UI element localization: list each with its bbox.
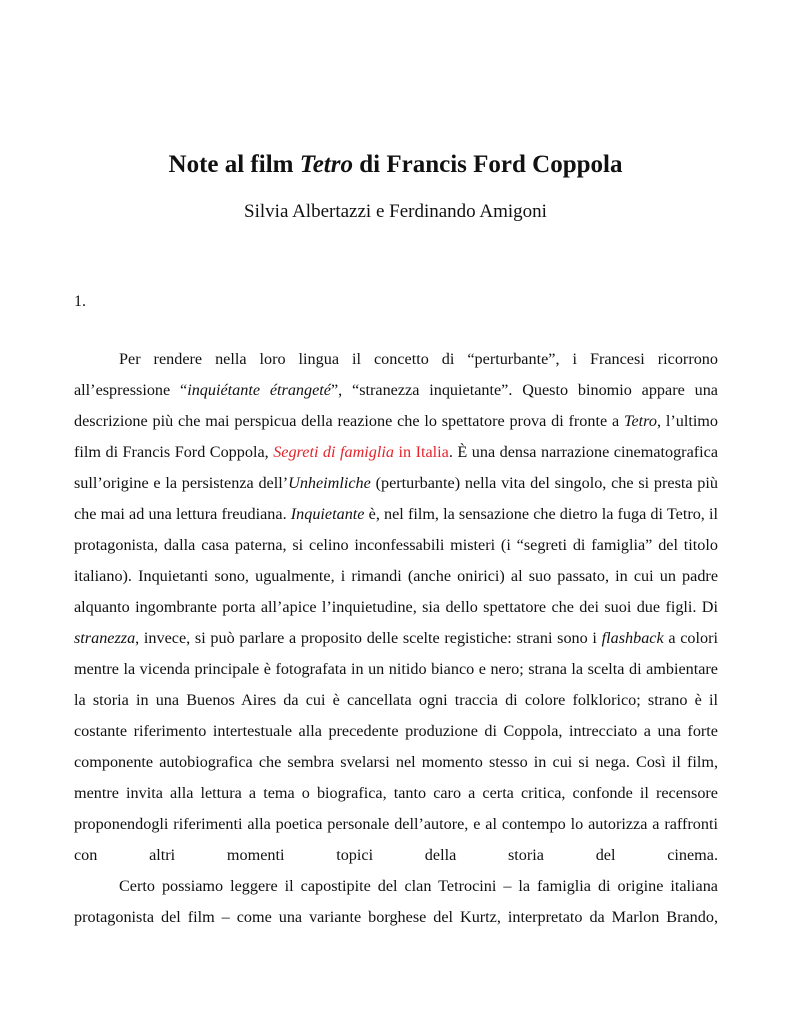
italic-phrase: inquiétante étrangeté — [187, 381, 331, 399]
italian-title-link[interactable]: Segreti di famiglia — [273, 443, 394, 461]
text-span: , l’ultimo film di Francis Ford Coppola, — [74, 412, 718, 461]
paragraph-1 — [74, 344, 718, 871]
text-span: (perturbante) nella vita del singolo, che si presta più che mai ad una lettura freudiana. — [74, 474, 718, 523]
italic-term: Inquietante — [290, 505, 365, 523]
title-text-end: di Francis Ford Coppola — [352, 151, 623, 178]
text-span: Per rendere nella loro lingua il concetto di “perturbante”, i Francesi ricorrono all’espressione “ — [74, 350, 718, 399]
section-number: 1. — [74, 293, 86, 310]
paragraph-2: Certo possiamo leggere il capostipite del clan Tetrocini – la famiglia di origine italiana protagonista del film – come una variante borghese del Kurtz, interpretato da Marlon Brando, — [74, 877, 718, 926]
italic-term: flashback — [601, 629, 664, 647]
italic-term: Unheimliche — [288, 474, 371, 492]
text-span: a colori mentre la vicenda principale è fotografata in un nitido bianco e nero; strana la scelta di ambientare la storia in una Buenos Aires da cui è cancellata ogni traccia di colore folklorico; strano è il costante riferimento intertestuale alla precedente produzione di Coppola, intrecciato a una forte componente autobiografica che sembra svelarsi nel momento stesso in cui si nega. Così il film, mentre invita alla lettura a tema o biografica, tanto caro a certa critica, confonde il recensore proponendogli riferimenti alla poetica personale dell’autore, e al contempo lo autorizza a raffronti con altri momenti topici della storia del cinema. — [74, 629, 718, 864]
italian-title-link-suffix[interactable]: in Italia — [393, 443, 449, 461]
body-text — [74, 344, 718, 933]
text-span: . È una densa narrazione cinematografica sull’origine e la persistenza dell’ — [74, 443, 719, 492]
italic-film-title: Tetro — [623, 412, 657, 430]
title-film-name: Tetro — [299, 151, 353, 178]
title-text: Note al film — [168, 151, 300, 178]
italic-term: stranezza — [74, 629, 136, 647]
text-span: è, nel film, la sensazione che dietro la fuga di Tetro, il protagonista, dalla casa paterna, si celino inconfessabili misteri (i “segreti di famiglia” del titolo italiano). Inquietanti sono, ugualmente, i rimandi (anche onirici) al suo passato, in cui un padre alquanto ingombrante porta all’apice l’inquietudine, sia dello spettatore che dei suoi due figli. Di — [74, 505, 718, 616]
page-title — [0, 147, 791, 183]
text-span: ”, “stranezza inquietante”. Questo binomio appare una descrizione più che mai perspicua della reazione che lo spettatore prova di fronte a — [74, 381, 718, 430]
authors: Silvia Albertazzi e Ferdinando Amigoni — [244, 201, 547, 222]
text-span: , invece, si può parlare a proposito delle scelte registiche: strani sono i — [135, 629, 602, 647]
